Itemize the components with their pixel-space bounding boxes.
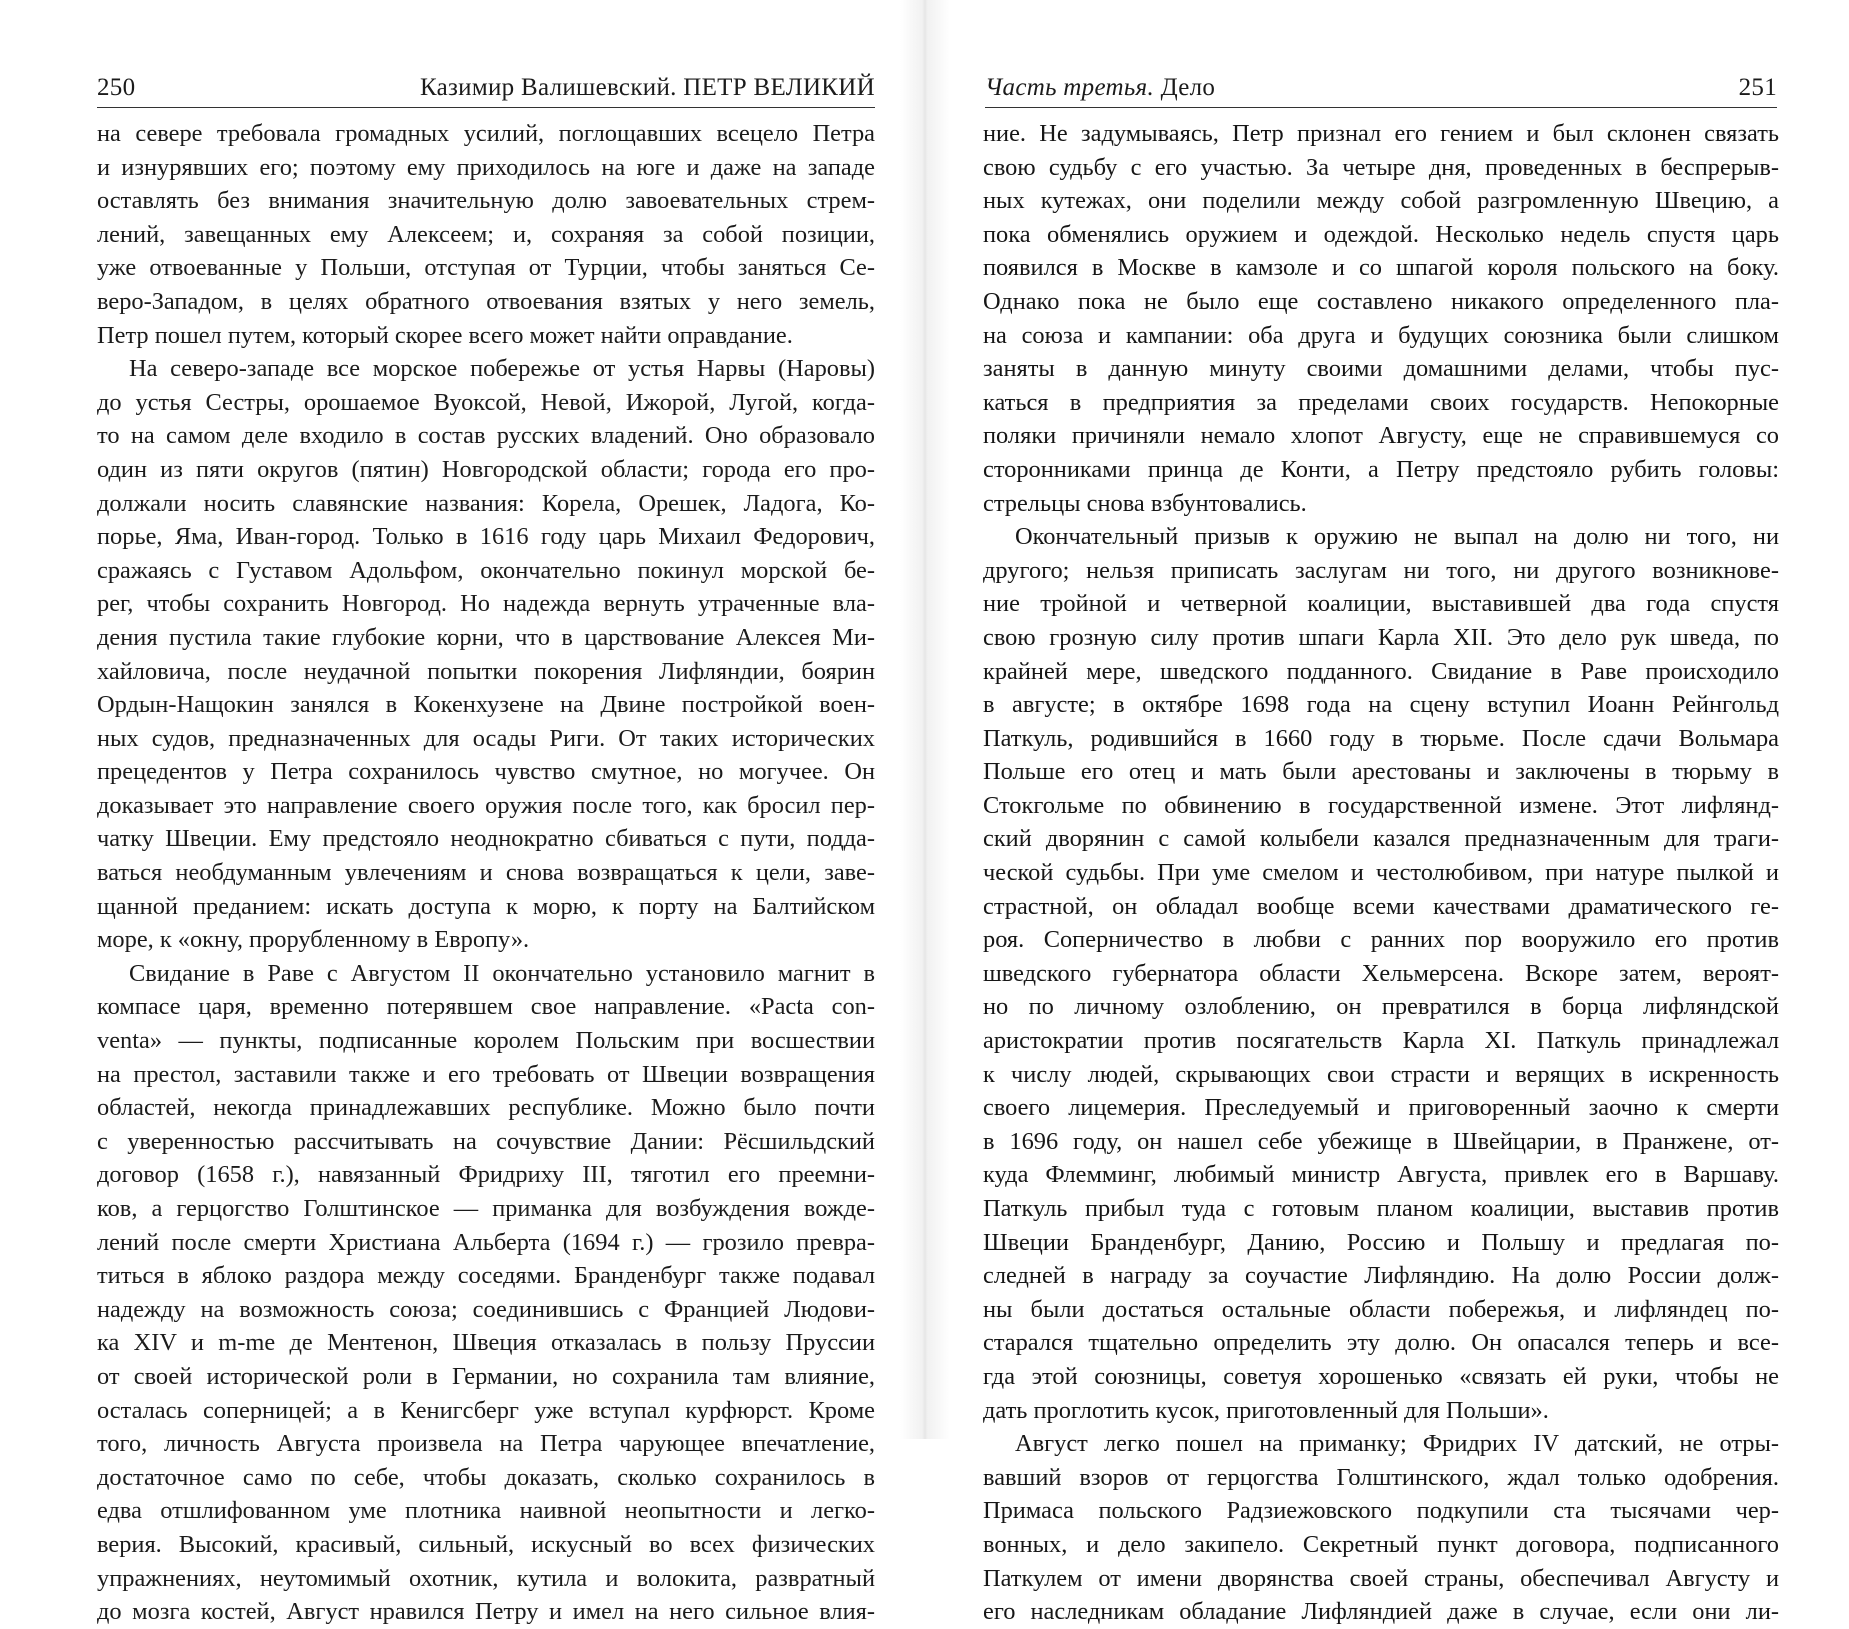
- text-line: хайловича, после неудачной попытки покорения Лифляндии, боярин: [97, 657, 875, 685]
- text-line: стрельцы снова взбунтовались.: [983, 489, 1307, 517]
- right-page-number: 251: [1738, 74, 1777, 101]
- text-line: сторонниками принца де Конти, а Петру предстояло рубить головы:: [983, 455, 1779, 483]
- text-line: в 1696 году, он нашел себе убежище в Швейцарии, в Пранжене, от-: [983, 1127, 1779, 1155]
- text-line: оставлять без внимания значительную долю завоевательных стрем-: [97, 187, 875, 215]
- text-line: титься в яблоко раздора между соседями. Бранденбург также подавал: [97, 1262, 875, 1290]
- text-line: пока обменялись оружием и одеждой. Несколько недель спустя царь: [983, 220, 1779, 248]
- text-line: компасе царя, временно потерявшем свое направление. «Pacta con-: [97, 993, 875, 1021]
- left-header-rule: [97, 107, 875, 108]
- text-line: Петр пошел путем, который скорее всего может найти оправдание.: [97, 321, 793, 349]
- text-line: На северо-западе все морское побережье от устья Нарвы (Наровы): [129, 355, 875, 383]
- text-line: каться в предприятия за пределами своих государств. Непокорные: [983, 388, 1779, 416]
- text-line: крайней мере, шведского подданного. Свидание в Раве происходило: [983, 657, 1779, 685]
- text-line: веро-Западом, в целях обратного отвоевания взятых у него земель,: [97, 287, 875, 315]
- text-line: прецедентов у Петра сохранилось чувство смутное, но могучее. Он: [97, 758, 875, 786]
- text-line: с уверенностью рассчитывать на сочувствие Дании: Рёсшильдский: [97, 1127, 875, 1155]
- text-line: свою судьбу с его участью. За четыре дня, проведенных в беспрерыв-: [983, 153, 1779, 181]
- right-body-text: [983, 117, 1779, 1629]
- text-line: следней в награду за соучастие Лифляндию. На долю России долж-: [983, 1262, 1779, 1290]
- text-line: щанной преданием: искать доступа к морю, к порту на Балтийском: [97, 892, 875, 920]
- text-line: появился в Москве в камзоле и со шпагой короля польского на боку.: [983, 254, 1779, 282]
- text-line: лений после смерти Христиана Альберта (1694 г.) — грозило превра-: [97, 1228, 875, 1256]
- text-line: чатку Швеции. Ему предстояло неоднократно сбиваться с пути, подда-: [97, 825, 875, 853]
- text-line: верия. Высокий, красивый, сильный, искусный во всех физических: [97, 1530, 875, 1558]
- left-running-header: [97, 68, 875, 108]
- text-line: должали носить славянские названия: Корела, Орешек, Ладога, Ко-: [97, 489, 875, 517]
- text-line: то на самом деле входило в состав русских владений. Оно образовало: [97, 422, 875, 450]
- text-line: море, к «окну, прорубленному в Европу».: [97, 926, 530, 954]
- text-line: Однако пока не было еще составлено никакого определенного пла-: [983, 287, 1779, 315]
- text-line: роя. Соперничество в любви с ранних пор вооружило его против: [983, 926, 1779, 954]
- text-line: упражнениях, неутомимый охотник, кутила и волокита, развратный: [97, 1564, 875, 1592]
- right-running-header: [985, 68, 1777, 108]
- text-line: Август легко пошел на приманку; Фридрих IV датский, не отры-: [1015, 1430, 1779, 1458]
- text-line: Паткуль, родившийся в 1660 году в тюрьме. После сдачи Вольмара: [983, 724, 1779, 752]
- text-line: гда этой союзницы, советуя хорошенько «связать ей руки, чтобы не: [983, 1362, 1779, 1390]
- text-line: рег, чтобы сохранить Новгород. Но надежда вернуть утраченные вла-: [97, 590, 875, 618]
- text-line: сражаясь с Густавом Адольфом, окончательно покинул морской бе-: [97, 556, 875, 584]
- text-line: куда Флемминг, любимый министр Августа, привлек его в Варшаву.: [983, 1161, 1779, 1189]
- text-line: Швеции Бранденбург, Данию, Россию и Польшу и предлагая по-: [983, 1228, 1779, 1256]
- text-line: ваться необдуманным увлечениям и снова возвращаться к цели, заве-: [97, 859, 875, 887]
- text-line: ка XIV и m-me де Ментенон, Швеция отказалась в пользу Пруссии: [97, 1329, 875, 1357]
- text-line: и изнурявших его; поэтому ему приходилось на юге и даже на западе: [97, 153, 875, 181]
- text-line: на союза и кампании: оба друга и будущих союзника были слишком: [983, 321, 1779, 349]
- text-line: Паткулем от имени дворянства своей страны, обеспечивал Августу и: [983, 1564, 1779, 1592]
- text-line: Стокгольме по обвинению в государственной измене. Этот лифлянд-: [983, 791, 1779, 819]
- left-page-number: 250: [97, 74, 136, 101]
- text-line: лений, завещанных ему Алексеем; и, сохраняя за собой позиции,: [97, 220, 875, 248]
- left-page: [0, 0, 924, 1626]
- text-line: того, личность Августа произвела на Петра чарующее впечатление,: [97, 1430, 875, 1458]
- text-line: ние тройной и четверной коалиции, выставившей два года спустя: [983, 590, 1779, 618]
- right-running-head-title: [985, 68, 1215, 108]
- text-line: к числу людей, скрывающих свои страсти и верящих в искренность: [983, 1060, 1779, 1088]
- text-line: поляки причиняли немало хлопот Августу, еще не справившемуся со: [983, 422, 1779, 450]
- text-line: ков, а герцогство Голштинское — приманка для возбуждения вожде-: [97, 1195, 875, 1222]
- text-line: от своей исторической роли в Германии, но сохранила там влияние,: [97, 1362, 875, 1390]
- text-line: до мозга костей, Август нравился Петру и имел на него сильное влия-: [97, 1598, 875, 1626]
- text-line: дать проглотить кусок, приготовленный для Польши».: [983, 1396, 1549, 1424]
- text-line: до устья Сестры, орошаемое Вуоксой, Невой, Ижорой, Лугой, когда-: [97, 388, 875, 416]
- text-line: свою грозную силу против шпаги Карла XII. Это дело рук шведа, по: [983, 623, 1779, 651]
- text-line: ческой судьбы. При уме смелом и честолюбивом, при натуре пылкой и: [983, 859, 1779, 887]
- text-line: вонных, и дело закипело. Секретный пункт договора, подписанного: [983, 1530, 1779, 1558]
- text-line: в августе; в октябре 1698 года на сцену вступил Иоанн Рейнгольд: [983, 691, 1779, 719]
- text-line: осталась соперницей; а в Кенигсберг уже вступал курфюрст. Кроме: [97, 1396, 875, 1424]
- text-line: его наследникам обладание Лифляндией даже в случае, если они ли-: [983, 1598, 1779, 1626]
- text-line: на престол, заставили также и его требовать от Швеции возвращения: [97, 1060, 875, 1088]
- text-line: Окончательный призыв к оружию не выпал на долю ни того, ни: [1015, 523, 1779, 551]
- text-line: областей, некогда принадлежавших республике. Можно было почти: [97, 1094, 875, 1122]
- right-header-rule: [985, 107, 1777, 108]
- text-line: аристократии против посягательств Карла XI. Паткуль принадлежал: [983, 1027, 1779, 1055]
- text-line: другого; нельзя приписать заслугам ни того, ни другого возникнове-: [983, 556, 1779, 584]
- text-line: Паткуль прибыл туда с готовым планом коалиции, выставив против: [983, 1195, 1779, 1222]
- text-line: Польше его отец и мать были арестованы и заключены в тюрьму в: [983, 758, 1779, 786]
- text-line: договор (1658 г.), навязанный Фридриху III, тяготил его преемни-: [97, 1161, 875, 1189]
- text-line: заняты в данную минуту своими домашними делами, чтобы пус-: [983, 355, 1779, 383]
- text-line: вавший взоров от герцогства Голштинского, ждал только одобрения.: [983, 1463, 1779, 1491]
- text-line: Примаса польского Радзиежовского подкупили ста тысячами чер-: [983, 1497, 1779, 1525]
- left-running-head-title: Казимир Валишевский. ПЕТР ВЕЛИКИЙ: [419, 74, 875, 101]
- right-running-head-part: Часть третья.: [985, 74, 1155, 101]
- text-line: доказывает это направление своего оружия после того, как бросил пер-: [97, 791, 875, 819]
- text-line: едва отшлифованном уме плотника наивной неопытности и легко-: [97, 1497, 875, 1525]
- text-line: страстной, он обладал вообще всеми качествами драматического ге-: [983, 892, 1779, 920]
- text-line: ных судов, предназначенных для осады Риги. От таких исторических: [97, 724, 875, 752]
- text-line: Ордын-Нащокин занялся в Кокенхузене на Двине постройкой воен-: [97, 691, 875, 719]
- text-line: ных кутежах, они поделили между собой разгромленную Швецию, а: [983, 187, 1779, 215]
- right-page: [925, 0, 1849, 1626]
- text-line: venta» — пункты, подписанные королем Польским при восшествии: [97, 1027, 875, 1055]
- text-line: ние. Не задумываясь, Петр признал его гением и был склонен связать: [983, 120, 1779, 147]
- left-body-text: [97, 117, 875, 1629]
- text-line: ский дворянин с самой колыбели казался предназначенным для траги-: [983, 825, 1779, 853]
- right-running-head-chapter: Дело: [1160, 74, 1216, 101]
- text-line: один из пяти округов (пятин) Новгородской области; города его про-: [97, 455, 875, 483]
- text-line: Свидание в Раве с Августом II окончательно установило магнит в: [129, 959, 875, 987]
- text-line: достаточное само по себе, чтобы доказать, сколько сохранилось в: [97, 1463, 875, 1491]
- text-line: уже отвоеванные у Польши, отступая от Турции, чтобы заняться Се-: [97, 254, 875, 282]
- text-line: дения пустила такие глубокие корни, что в царствование Алексея Ми-: [97, 623, 875, 651]
- text-line: шведского губернатора области Хельмерсена. Вскоре затем, вероят-: [983, 959, 1779, 987]
- text-line: надежду на возможность союза; соединившись с Францией Людови-: [97, 1295, 875, 1323]
- text-line: своего лицемерия. Преследуемый и приговоренный заочно к смерти: [983, 1094, 1779, 1122]
- text-line: на севере требовала громадных усилий, поглощавших всецело Петра: [97, 120, 875, 147]
- text-line: ны были достаться остальные области побережья, и лифляндец по-: [983, 1295, 1779, 1323]
- text-line: но по личному озлоблению, он превратился в борца лифляндской: [983, 993, 1779, 1021]
- text-line: порье, Яма, Иван-город. Только в 1616 году царь Михаил Федорович,: [97, 523, 875, 551]
- text-line: старался тщательно определить эту долю. Он опасался теперь и все-: [983, 1329, 1779, 1357]
